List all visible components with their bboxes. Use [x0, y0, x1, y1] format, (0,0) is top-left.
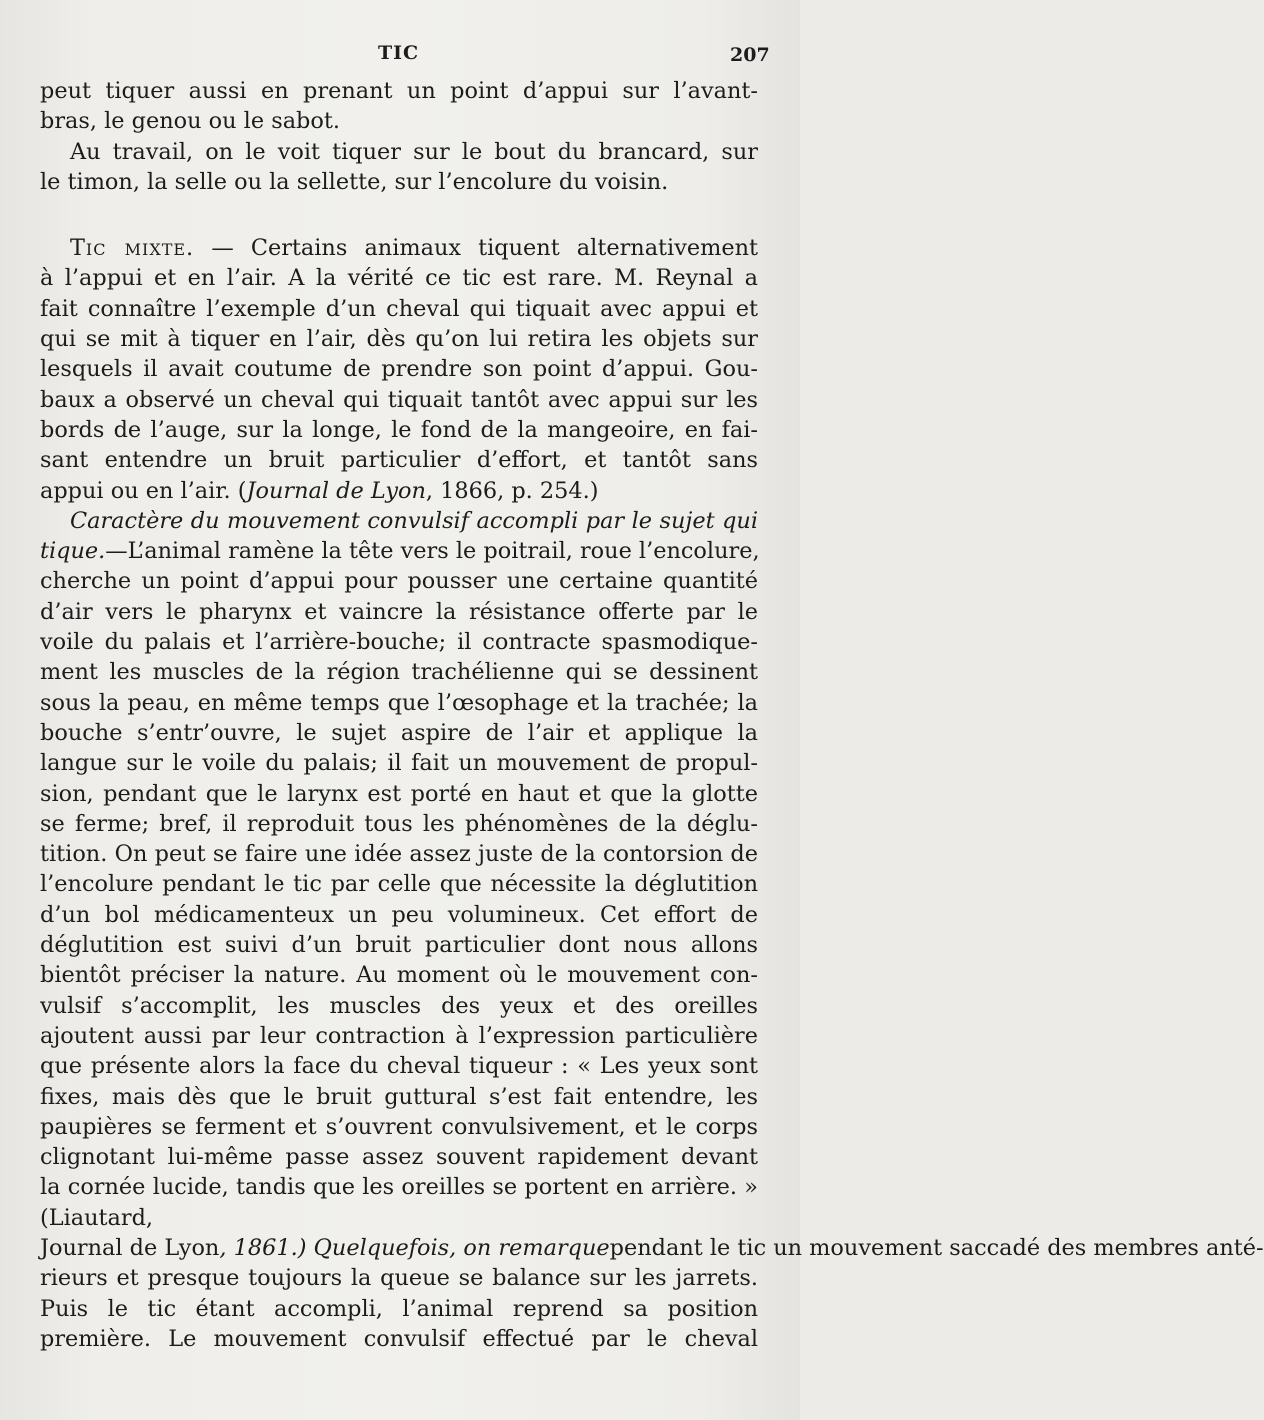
text-line: tition. On peut se faire une idée assez juste de la contorsion de	[40, 841, 758, 868]
text-line: à l’appui et en l’air. A la vérité ce tic est rare. M. Reynal a	[40, 265, 758, 292]
text-line	[40, 476, 758, 506]
text-line: bouche s’entr’ouvre, le sujet aspire de l’air et applique la	[40, 719, 758, 746]
page-number: 207	[730, 44, 770, 66]
citation-journal: Journal de Lyon	[246, 477, 426, 504]
text-line: peut tiquer aussi en prenant un point d’appui sur l’avant-	[40, 78, 758, 104]
text-line: bientôt préciser la nature. Au moment où le mouvement con-	[40, 962, 758, 989]
text-line: rieurs et presque toujours la queue se balance sur les jarrets.	[40, 1265, 758, 1292]
text-line: ajoutent aussi par leur contraction à l’expression particulière	[40, 1022, 758, 1049]
text-line: fait connaître l’exemple d’un cheval qui tiquait avec appui et	[40, 295, 758, 322]
text-run: —L’animal ramène la tête vers le poitrail, roue l’encolure,	[105, 538, 760, 565]
text-line: le timon, la selle ou la sellette, sur l’encolure du voisin.	[40, 168, 669, 195]
text-line: ment les muscles de la région trachélienne qui se dessinent	[40, 659, 758, 686]
text-line: que présente alors la face du cheval tiqueur : « Les yeux sont	[40, 1053, 758, 1080]
citation-journal: , 1861.) Quelquefois, on remarque	[219, 1234, 610, 1261]
text-line: langue sur le voile du palais; il fait un mouvement de propul-	[40, 750, 758, 777]
text-line: d’un bol médicamenteux un peu volumineux. Cet effort de	[40, 901, 758, 928]
text-run: appui ou en l’air. (	[40, 477, 247, 504]
italic-subheading: Caractère du mouvement convulsif accompli par le sujet qui	[70, 507, 758, 534]
text-line: Puis le tic étant accompli, l’animal reprend sa position	[40, 1295, 758, 1322]
paragraph-continuation	[40, 76, 758, 137]
paragraph-caractere	[40, 506, 1264, 1385]
paragraph-travail	[40, 137, 758, 198]
paragraph-tic-mixte	[40, 233, 758, 506]
text-line: déglutition est suivi d’un bruit particulier dont nous allons	[40, 932, 758, 959]
page-header	[0, 40, 800, 70]
text-line: sant entendre un bruit particulier d’effort, et tantôt sans	[40, 447, 758, 474]
section-spacer	[40, 197, 758, 233]
text-run: , 1866, p. 254.)	[425, 477, 599, 504]
text-line: d’air vers le pharynx et vaincre la résistance offerte par le	[40, 598, 758, 625]
running-title: TIC	[378, 42, 420, 64]
text-run: Journal de Lyon	[40, 1234, 220, 1261]
text-line: qui se mit à tiquer en l’air, dès qu’on lui retira les objets sur	[40, 326, 758, 353]
text-line: bords de l’auge, sur la longe, le fond de la mangeoire, en fai-	[40, 416, 758, 443]
text-line: clignotant lui-même passe assez souvent rapidement devant	[40, 1144, 758, 1171]
text-line: se ferme; bref, il reproduit tous les phénomènes de la déglu-	[40, 810, 758, 837]
text-line: paupières se ferment et s’ouvrent convulsivement, et le corps	[40, 1113, 758, 1140]
text-line: la cornée lucide, tandis que les oreilles se portent en arrière. »	[40, 1174, 758, 1201]
text-line: bras, le genou ou le sabot.	[40, 108, 340, 135]
text-line: Au travail, on le voit tiquer sur le bout du brancard, sur	[70, 138, 758, 165]
text-line	[40, 536, 758, 566]
text-line: baux a observé un cheval qui tiquait tantôt avec appui sur les	[40, 386, 758, 413]
text-line	[40, 1233, 1264, 1263]
italic-subheading: tique.	[40, 538, 106, 565]
text-line: vulsif s’accomplit, les muscles des yeux et des oreilles	[40, 992, 758, 1019]
text-line: voile du palais et l’arrière-bouche; il contracte spasmodique-	[40, 629, 758, 656]
text-line: première. Le mouvement convulsif effectué par le cheval	[40, 1325, 758, 1352]
text-line: fixes, mais dès que le bruit guttural s’est fait entendre, les	[40, 1083, 758, 1110]
text-line: sous la peau, en même temps que l’œsophage et la trachée; la	[40, 689, 758, 716]
text-line	[40, 1354, 758, 1384]
text-line: (Liautard,	[40, 1204, 154, 1231]
text-line: cherche un point d’appui pour pousser une certaine quantité	[40, 568, 758, 595]
text-line	[40, 233, 758, 263]
section-heading: Tic mixte.	[70, 235, 195, 262]
text-line: lesquels il avait coutume de prendre son point d’appui. Gou-	[40, 356, 758, 383]
text-run: — Certains animaux tiquent alternativement	[211, 235, 758, 262]
text-line: l’encolure pendant le tic par celle que nécessite la déglutition	[40, 871, 758, 898]
text-run: pendant le tic un mouvement saccadé des membres anté-	[609, 1234, 1264, 1261]
text-line	[40, 506, 758, 536]
text-line: sion, pendant que le larynx est porté en haut et que la glotte	[40, 780, 758, 807]
body-text	[40, 76, 1264, 1384]
